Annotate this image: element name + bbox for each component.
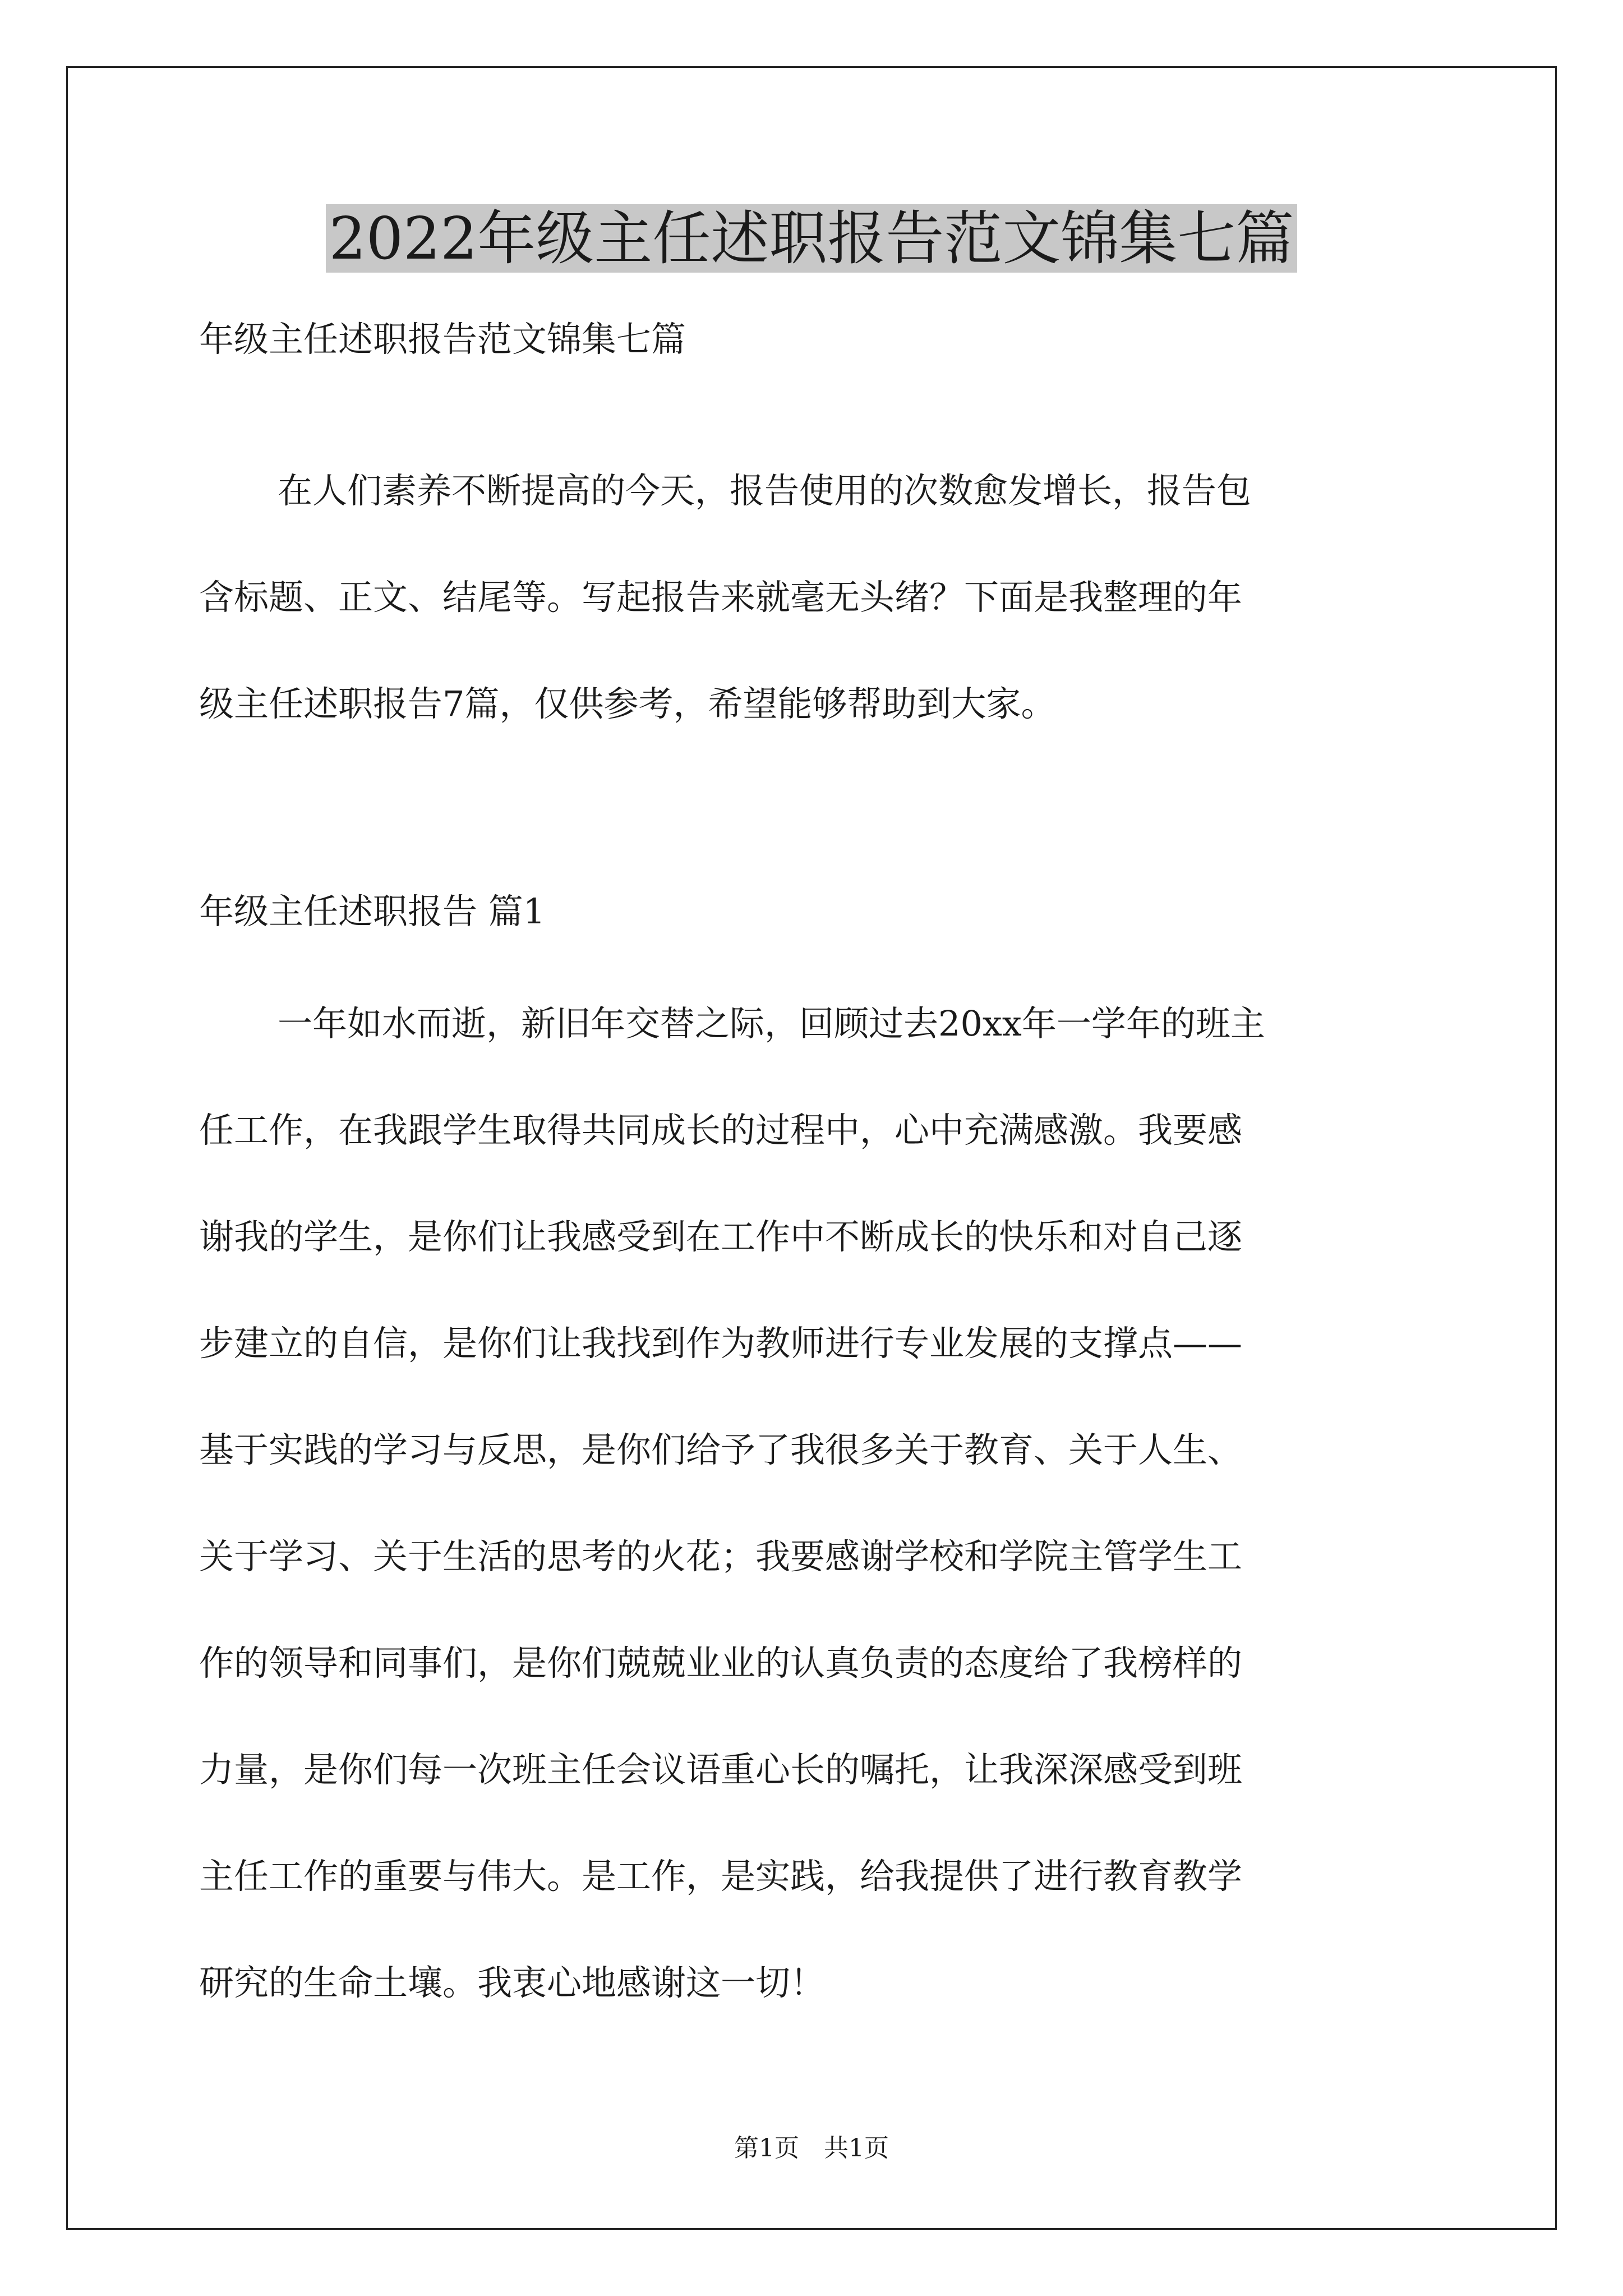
body-line: 关于学习、关于生活的思考的火花；我要感谢学校和学院主管学生工 [199, 1536, 1243, 1577]
document-title [0, 202, 1623, 275]
intro-line: 级主任述职报告7篇，仅供参考，希望能够帮助到大家。 [199, 683, 1056, 724]
subtitle: 年级主任述职报告范文锦集七篇 [199, 319, 686, 360]
body-line: 基于实践的学习与反思，是你们给予了我很多关于教育、关于人生、 [199, 1429, 1243, 1470]
body-line: 主任工作的重要与伟大。是工作，是实践，给我提供了进行教育教学 [199, 1856, 1243, 1897]
body-line: 力量，是你们每一次班主任会议语重心长的嘱托，让我深深感受到班 [199, 1749, 1243, 1790]
intro-line: 在人们素养不断提高的今天，报告使用的次数愈发增长，报告包 [278, 470, 1252, 511]
body-line: 谢我的学生，是你们让我感受到在工作中不断成长的快乐和对自己逐 [199, 1216, 1243, 1257]
body-line: 步建立的自信，是你们让我找到作为教师进行专业发展的支撑点—— [199, 1323, 1243, 1364]
body-line: 一年如水而逝，新旧年交替之际，回顾过去20xx年一学年的班主 [278, 1003, 1265, 1044]
body-line: 研究的生命土壤。我衷心地感谢这一切！ [199, 1962, 826, 2003]
body-line: 任工作，在我跟学生取得共同成长的过程中，心中充满感激。我要感 [199, 1110, 1243, 1151]
intro-paragraph [199, 438, 1427, 757]
document-title-text: 2022年级主任述职报告范文锦集七篇 [326, 204, 1298, 273]
section-heading: 年级主任述职报告 篇1 [199, 891, 546, 932]
page-footer: 第1页 共1页 [734, 2134, 889, 2162]
intro-line: 含标题、正文、结尾等。写起报告来就毫无头绪？下面是我整理的年 [199, 577, 1243, 618]
body-line: 作的领导和同事们，是你们兢兢业业的认真负责的态度给了我榜样的 [199, 1642, 1243, 1683]
body-paragraph [199, 970, 1427, 2036]
